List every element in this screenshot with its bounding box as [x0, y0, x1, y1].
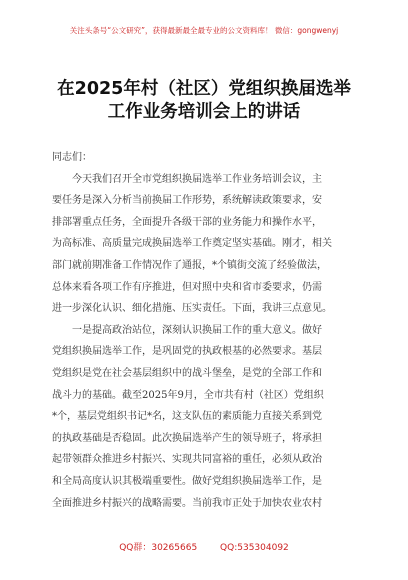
body-line: 排部署重点任务，全面提升各级干部的业务能力和操作水平，: [52, 216, 322, 228]
title-line: 工作业务培训会上的讲话: [107, 102, 301, 122]
footer-contact: [0, 540, 408, 553]
body-line: 进一步深化认识、细化措施、压实责任。下面，我讲三点意见。: [52, 303, 332, 315]
body-line: 总体来看各项工作有序推进，但对照中央和省市委要求，仍需: [52, 281, 322, 293]
title-line: 在2025年村（社区）党组织换届选举: [57, 79, 351, 99]
body-line: 战斗力的基础。截至2025年9月，全市共有村（社区）党组织: [52, 389, 324, 401]
body-line: 起带领群众推进乡村振兴、实现共同富裕的重任，必须从政治: [52, 454, 322, 466]
body-line: 一是提高政治站位，深刻认识换届工作的重大意义。做好: [52, 324, 322, 336]
body-line: 的执政基础是否稳固。此次换届选举产生的领导班子，将承担: [52, 432, 322, 444]
footer-qq: QQ:535304092: [220, 543, 289, 553]
body-line: 部门就前期准备工作情况作了通报，*个镇街交流了经验做法，: [52, 259, 327, 271]
document-title: [40, 78, 368, 124]
body-line: 全面推进乡村振兴的战略需要。当前我市正处于加快农业农村: [52, 497, 322, 509]
footer-qq-group: QQ群：30265665: [119, 543, 198, 553]
document-body: [52, 147, 358, 514]
salutation: 同志们：: [52, 152, 92, 163]
body-line: 今天我们召开全市党组织换届选举工作业务培训会议，主: [52, 173, 322, 185]
header-promo-note: 关注头条号“公文研究”，获得最新最全最专业的公文资料库！ 微信：gongwenyj: [69, 26, 339, 35]
body-line: 党组织换届选举工作，是巩固党的执政根基的必然要求。基层: [52, 346, 322, 358]
body-line: 要任务是深入分析当前换届工作形势，系统解读政策要求，安: [52, 195, 322, 207]
body-line: *个，基层党组织书记*名，这支队伍的素质能力直接关系到党: [52, 411, 322, 423]
body-line: 和全局高度认识其极端重要性。做好党组织换届选举工作，是: [52, 475, 322, 487]
body-line: 为高标准、高质量完成换届选举工作奠定坚实基础。刚才，相关: [52, 238, 332, 250]
body-line: 党组织是党在社会基层组织中的战斗堡垒，是党的全部工作和: [52, 367, 322, 379]
